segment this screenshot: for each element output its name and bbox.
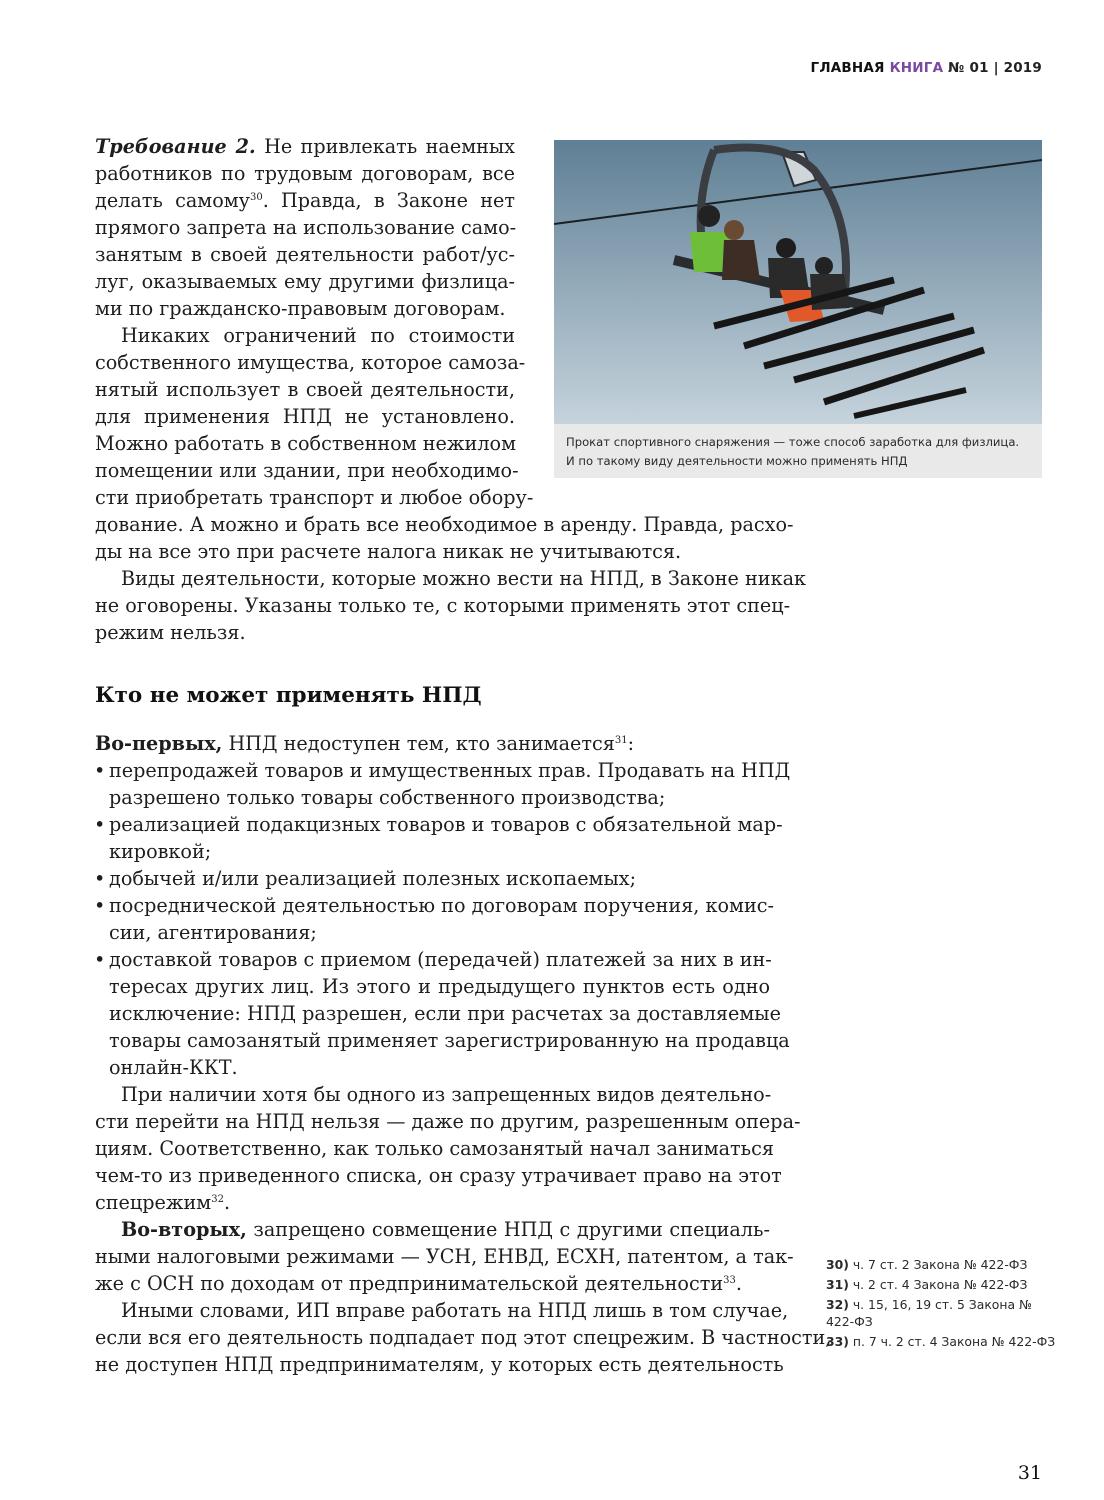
- text-line: сти приобретать транспорт и любое обору-: [95, 486, 534, 509]
- text-line: онлайн-ККТ.: [109, 1056, 238, 1079]
- text-line: Виды деятельности, которые можно вести на НПД, в Законе никак: [121, 567, 807, 590]
- text-line: циям. Соответственно, как только самозанятый начал заниматься: [95, 1137, 774, 1160]
- text-line: ми по гражданско-правовым договорам.: [95, 297, 506, 320]
- text-line: тересах других лиц. Из этого и предыдущего пунктов есть одно: [109, 975, 770, 998]
- list-item: • добычей и/или реализацией полезных ископаемых;: [94, 867, 637, 890]
- footnote-ref: 33: [723, 1275, 736, 1286]
- text-line: товары самозанятый применяет зарегистрированную на продавца: [109, 1029, 790, 1052]
- text-line: сти перейти на НПД нельзя — даже по другим, разрешенным опера-: [95, 1110, 801, 1133]
- list-item: • посреднической деятельностью по договорам поручения, комис-: [94, 894, 774, 917]
- text-line: собственного имущества, которое самоза-: [95, 351, 526, 374]
- footnote-item: 33) п. 7 ч. 2 ст. 4 Закона № 422-ФЗ: [826, 1334, 1056, 1349]
- text-line: сии, агентирования;: [109, 921, 317, 944]
- text-line: режим нельзя.: [95, 621, 246, 644]
- person-head-1: [698, 205, 720, 227]
- bullet-icon: •: [94, 948, 106, 971]
- list-item: • доставкой товаров с приемом (передачей) платежей за них в ин-: [94, 948, 772, 971]
- section-heading: Кто не может применять НПД: [95, 683, 482, 708]
- text-line: не оговорены. Указаны только те, с которыми применять этот спец-: [95, 594, 791, 617]
- text-line: исключение: НПД разрешен, если при расчетах за доставляемые: [109, 1002, 781, 1025]
- bullet-icon: •: [94, 894, 106, 917]
- first-label: Во-первых,: [95, 732, 223, 755]
- text-line: же с ОСН по доходам от предпринимательской деятельности$^{33}$.: [95, 1272, 742, 1295]
- text-line: прямого запрета на использование само-: [95, 216, 517, 239]
- photo-caption: [566, 433, 1032, 471]
- text-line: При наличии хотя бы одного из запрещенных видов деятельно-: [121, 1083, 772, 1106]
- text-line: спецрежим$^{32}$.: [95, 1191, 231, 1214]
- person-head-3: [776, 238, 796, 258]
- text-line: Во-первых, НПД недоступен тем, кто занимается$^{31}$:: [95, 732, 635, 755]
- text-line: разрешено только товары собственного производства;: [109, 786, 666, 809]
- text-line: ды на все это при расчете налога никак не учитываются.: [95, 540, 682, 563]
- bullet-icon: •: [94, 867, 106, 890]
- text-line: дование. А можно и брать все необходимое в аренду. Правда, расхо-: [95, 513, 794, 536]
- text-line: Во-вторых, запрещено совмещение НПД с другими специаль-: [121, 1218, 770, 1241]
- person-head-2: [724, 220, 744, 240]
- text-line: для применения НПД не установлено.: [95, 405, 515, 428]
- person-head-4: [815, 257, 833, 275]
- text-line: занятым в своей деятельности работ/ус-: [95, 243, 515, 266]
- brand-name-part-1: ГЛАВНАЯ: [810, 60, 885, 76]
- requirement-label: Требование 2.: [95, 135, 256, 158]
- text-line: ными налоговыми режимами — УСН, ЕНВД, ЕСХН, патентом, а так-: [95, 1245, 794, 1268]
- text-line: если вся его деятельность подпадает под этот спецрежим. В частности,: [95, 1326, 832, 1349]
- text-line: работников по трудовым договорам, все: [95, 162, 515, 185]
- second-label: Во-вторых,: [121, 1218, 247, 1241]
- bullet-icon: •: [94, 759, 106, 782]
- text-line: не доступен НПД предпринимателям, у которых есть деятельность: [95, 1353, 784, 1376]
- issue-label: № 01 | 2019: [948, 60, 1042, 76]
- footnotes: [826, 1256, 1056, 1353]
- text-line: делать самому$^{30}$. Правда, в Законе нет: [95, 189, 515, 212]
- text-line: Можно работать в собственном нежилом: [95, 432, 517, 455]
- text-line: Требование 2. Не привлекать наемных: [95, 135, 515, 158]
- footnote-ref: 31: [614, 735, 628, 746]
- footnote-ref: 30: [249, 192, 263, 203]
- page-number: 31: [1017, 1462, 1042, 1484]
- footnote-item: 32) ч. 15, 16, 19 ст. 5 Закона № 422-ФЗ: [826, 1297, 1032, 1329]
- text-line: чем-то из приведенного списка, он сразу утрачивает право на этот: [95, 1164, 782, 1187]
- photo-figure: [554, 140, 1042, 478]
- list-item: • реализацией подакцизных товаров и товаров с обязательной мар-: [94, 813, 783, 836]
- text-line: луг, оказываемых ему другими физлица-: [95, 270, 515, 293]
- caption-line-1: Прокат спортивного снаряжения — тоже способ заработка для физлица.: [566, 435, 1020, 449]
- person-jacket-brown: [722, 240, 760, 280]
- bullet-icon: •: [94, 813, 106, 836]
- caption-line-2: И по такому виду деятельности можно применять НПД: [566, 454, 908, 468]
- ski-lift-photo: [554, 140, 1042, 424]
- footnote-item: 30) ч. 7 ст. 2 Закона № 422-ФЗ: [826, 1257, 1028, 1272]
- footnote-ref: 32: [211, 1194, 224, 1205]
- text-line: помещении или здании, при необходимо-: [95, 459, 519, 482]
- footnote-item: 31) ч. 2 ст. 4 Закона № 422-ФЗ: [826, 1277, 1028, 1292]
- list-item: • перепродажей товаров и имущественных прав. Продавать на НПД: [94, 759, 791, 782]
- text-line: Иными словами, ИП вправе работать на НПД лишь в том случае,: [121, 1299, 789, 1322]
- brand-name-part-2: КНИГА: [889, 60, 944, 76]
- text-line: кировкой;: [109, 840, 212, 863]
- journal-header: [811, 60, 1042, 76]
- text-line: Никаких ограничений по стоимости: [121, 324, 515, 347]
- text-line: нятый использует в своей деятельности,: [95, 378, 515, 401]
